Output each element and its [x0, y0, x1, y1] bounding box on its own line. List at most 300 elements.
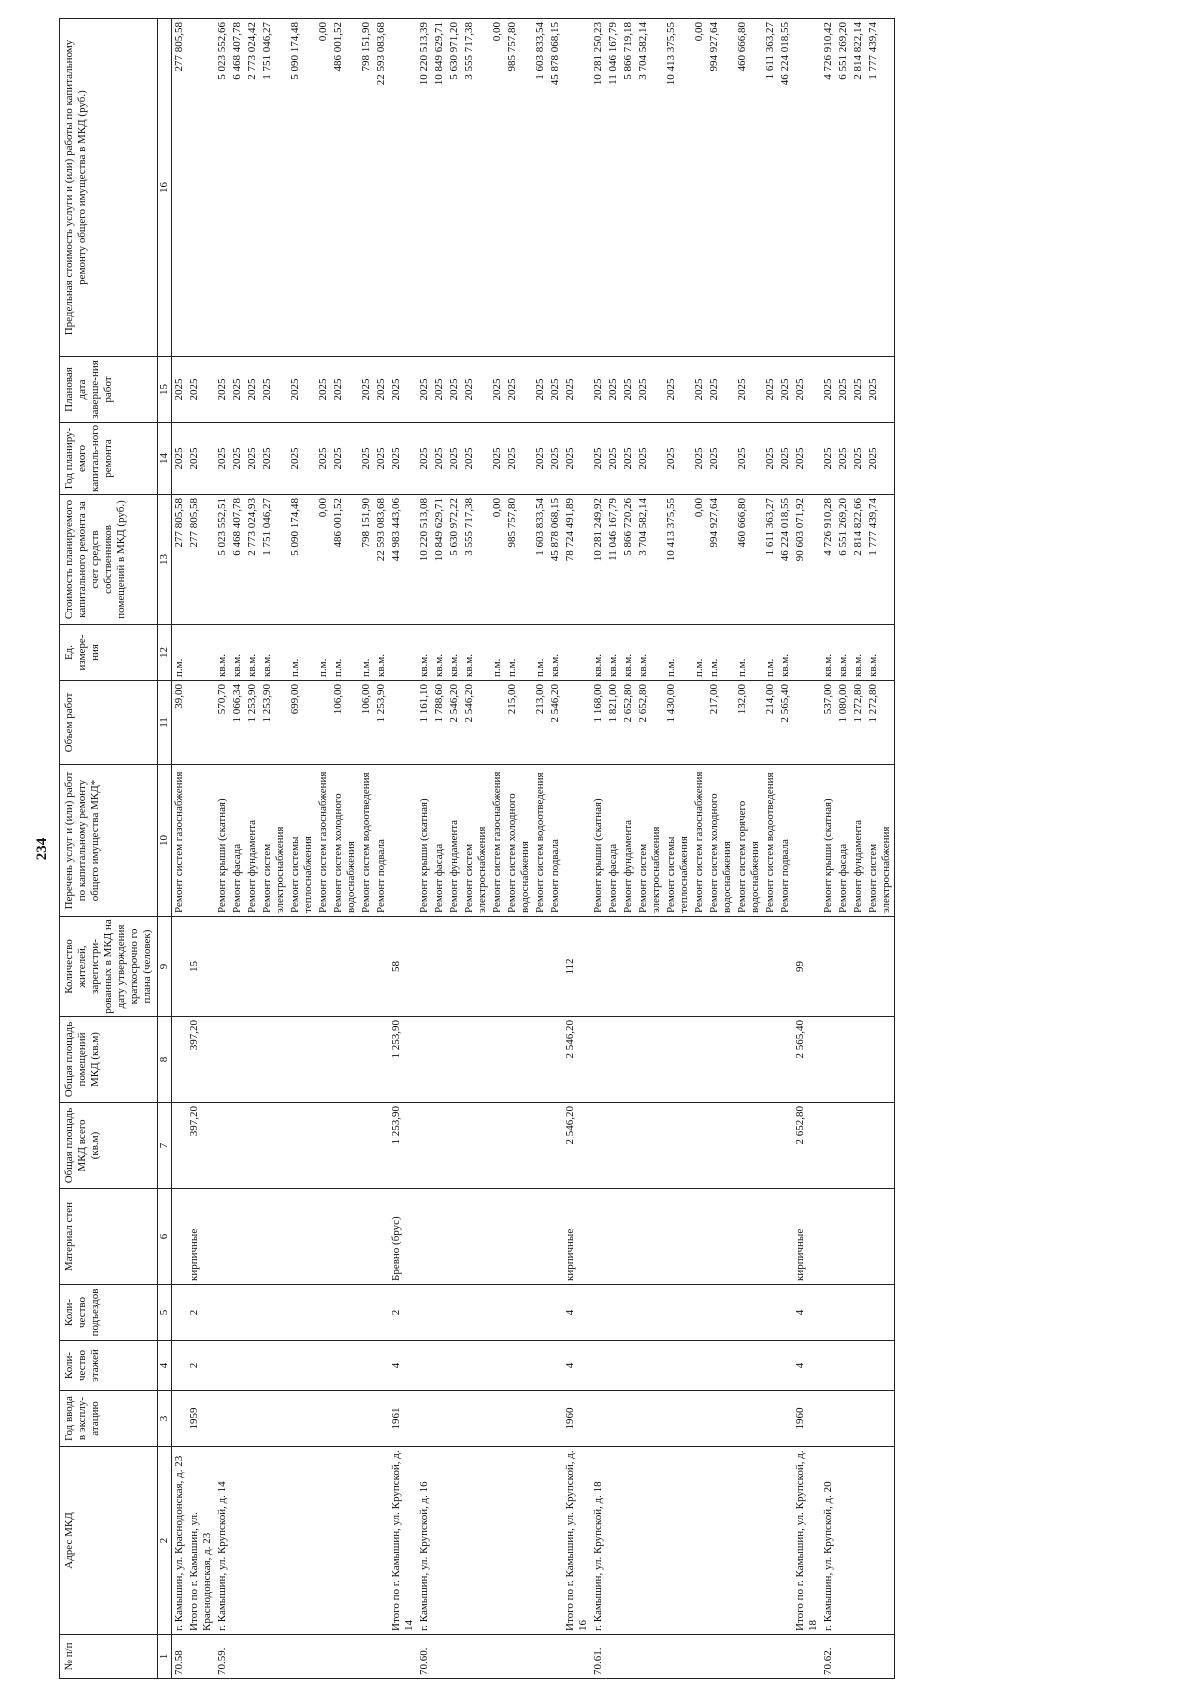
cell-col-1 [374, 1634, 389, 1678]
cell-col-5 [548, 1284, 563, 1340]
cell-col-12: кв.м. [821, 624, 836, 680]
cell-col-14: 2025 [664, 422, 692, 494]
cell-col-2 [533, 1446, 548, 1634]
cell-col-7 [447, 1102, 462, 1188]
cell-col-12: п.м. [331, 624, 359, 680]
table-row [260, 18, 288, 1678]
cell-col-5 [664, 1284, 692, 1340]
cell-col-6 [866, 1188, 895, 1284]
cell-col-10: Ремонт систем холодного водоснабжения [707, 764, 735, 916]
table-row [462, 18, 490, 1678]
cell-col-15: 2025 [836, 356, 851, 422]
cell-col-7 [316, 1102, 331, 1188]
cell-col-16 [187, 18, 215, 356]
column-header-3: Год ввода в эксплу-атацию [60, 1390, 158, 1446]
cell-col-7 [260, 1102, 288, 1188]
table-row [172, 18, 188, 1678]
table-total-row [389, 18, 417, 1678]
cell-col-16 [563, 18, 591, 356]
cell-col-8 [606, 1016, 621, 1102]
cell-col-4 [230, 1340, 245, 1390]
cell-col-4 [260, 1340, 288, 1390]
cell-col-7 [821, 1102, 836, 1188]
cell-col-10: Ремонт систем электроснабжения [866, 764, 895, 916]
cell-col-6: Бревно (брус) [389, 1188, 417, 1284]
cell-col-16: 45 878 068,15 [548, 18, 563, 356]
cell-col-14: 2025 [821, 422, 836, 494]
column-number-14: 14 [158, 422, 172, 494]
cell-col-3 [735, 1390, 763, 1446]
table-row [374, 18, 389, 1678]
cell-col-8 [533, 1016, 548, 1102]
cell-col-7 [621, 1102, 636, 1188]
cell-col-13: 78 724 491,89 [563, 494, 591, 624]
cell-col-4 [215, 1340, 230, 1390]
cell-col-13: 10 849 629,71 [432, 494, 447, 624]
cell-col-5 [331, 1284, 359, 1340]
cell-col-6 [707, 1188, 735, 1284]
cell-col-3 [606, 1390, 621, 1446]
cell-col-11: 215,00 [505, 680, 533, 764]
cell-col-16: 2 773 024,42 [245, 18, 260, 356]
cell-col-16: 1 603 833,54 [533, 18, 548, 356]
cell-col-7 [636, 1102, 664, 1188]
cell-col-2 [664, 1446, 692, 1634]
cell-col-6 [505, 1188, 533, 1284]
cell-col-9 [432, 916, 447, 1016]
cell-col-5 [316, 1284, 331, 1340]
cell-col-9 [374, 916, 389, 1016]
table-row [245, 18, 260, 1678]
cell-col-15: 2025 [288, 356, 316, 422]
cell-col-6: кирпичные [563, 1188, 591, 1284]
cell-col-13: 90 603 071,92 [793, 494, 821, 624]
cell-col-11: 132,00 [735, 680, 763, 764]
cell-col-9 [462, 916, 490, 1016]
column-number-6: 6 [158, 1188, 172, 1284]
cell-col-9: 58 [389, 916, 417, 1016]
cell-col-1 [187, 1634, 215, 1678]
cell-col-1 [230, 1634, 245, 1678]
document-page [25, 19, 1175, 1679]
cell-col-14: 2025 [621, 422, 636, 494]
cell-col-9 [490, 916, 505, 1016]
cell-col-12: кв.м. [417, 624, 432, 680]
cell-col-7 [763, 1102, 778, 1188]
cell-col-8 [417, 1016, 432, 1102]
cell-col-8 [821, 1016, 836, 1102]
cell-col-3 [462, 1390, 490, 1446]
column-header-9: Количество жителей, зарегистри-рованных в МКД на дату утверждения краткосрочно го плана (человек) [60, 916, 158, 1016]
table-row [359, 18, 374, 1678]
cell-col-3 [260, 1390, 288, 1446]
cell-col-15: 2025 [432, 356, 447, 422]
cell-col-8: 1 253,90 [389, 1016, 417, 1102]
cell-col-12 [187, 624, 215, 680]
cell-col-14: 2025 [533, 422, 548, 494]
column-header-5: Коли-чество подъездов [60, 1284, 158, 1340]
cell-col-15: 2025 [563, 356, 591, 422]
column-number-4: 4 [158, 1340, 172, 1390]
cell-col-15: 2025 [851, 356, 866, 422]
cell-col-2 [548, 1446, 563, 1634]
cell-col-8 [866, 1016, 895, 1102]
cell-col-12: кв.м. [245, 624, 260, 680]
cell-col-10 [389, 764, 417, 916]
table-row [548, 18, 563, 1678]
cell-col-9 [692, 916, 707, 1016]
cell-col-7 [866, 1102, 895, 1188]
cell-col-1 [533, 1634, 548, 1678]
cell-col-4 [866, 1340, 895, 1390]
cell-col-8 [245, 1016, 260, 1102]
cell-col-4 [245, 1340, 260, 1390]
cell-col-12: кв.м. [215, 624, 230, 680]
table-row [821, 18, 836, 1678]
cell-col-8 [735, 1016, 763, 1102]
cell-col-2 [606, 1446, 621, 1634]
cell-col-10: Ремонт систем газоснабжения [490, 764, 505, 916]
cell-col-6 [836, 1188, 851, 1284]
cell-col-16: 798 151,90 [359, 18, 374, 356]
cell-col-15: 2025 [621, 356, 636, 422]
cell-col-4 [288, 1340, 316, 1390]
cell-col-14: 2025 [215, 422, 230, 494]
cell-col-1 [563, 1634, 591, 1678]
cell-col-6 [316, 1188, 331, 1284]
cell-col-1 [735, 1634, 763, 1678]
cell-col-12: п.м. [288, 624, 316, 680]
cell-col-12: кв.м. [636, 624, 664, 680]
cell-col-10: Ремонт крыши (скатная) [591, 764, 606, 916]
cell-col-7: 2 546,20 [563, 1102, 591, 1188]
cell-col-7 [215, 1102, 230, 1188]
cell-col-10: Ремонт фасада [836, 764, 851, 916]
cell-col-1 [316, 1634, 331, 1678]
cell-col-10: Ремонт систем водоотведения [359, 764, 374, 916]
cell-col-8: 2 565,40 [793, 1016, 821, 1102]
cell-col-14: 2025 [763, 422, 778, 494]
cell-col-16: 5 630 971,20 [447, 18, 462, 356]
cell-col-1 [260, 1634, 288, 1678]
cell-col-3 [288, 1390, 316, 1446]
cell-col-11: 2 652,80 [621, 680, 636, 764]
cell-col-11: 1 253,90 [245, 680, 260, 764]
cell-col-6 [490, 1188, 505, 1284]
cell-col-15: 2025 [793, 356, 821, 422]
column-header-7: Общая площадь МКД всего (кв.м) [60, 1102, 158, 1188]
cell-col-2 [432, 1446, 447, 1634]
column-number-11: 11 [158, 680, 172, 764]
cell-col-15: 2025 [359, 356, 374, 422]
cell-col-11: 217,00 [707, 680, 735, 764]
cell-col-2 [288, 1446, 316, 1634]
cell-col-9 [245, 916, 260, 1016]
cell-col-13: 3 704 582,14 [636, 494, 664, 624]
cell-col-5 [692, 1284, 707, 1340]
table-row [591, 18, 606, 1678]
cell-col-5 [778, 1284, 793, 1340]
cell-col-11: 2 652,80 [636, 680, 664, 764]
cell-col-6: кирпичные [793, 1188, 821, 1284]
cell-col-11: 214,00 [763, 680, 778, 764]
cell-col-12: кв.м. [606, 624, 621, 680]
cell-col-1 [462, 1634, 490, 1678]
cell-col-13: 5 090 174,48 [288, 494, 316, 624]
cell-col-15: 2025 [260, 356, 288, 422]
column-number-3: 3 [158, 1390, 172, 1446]
column-number-10: 10 [158, 764, 172, 916]
cell-col-14: 2025 [245, 422, 260, 494]
cell-col-6 [288, 1188, 316, 1284]
column-header-12: Ед. измере-ния [60, 624, 158, 680]
cell-col-14: 2025 [260, 422, 288, 494]
cell-col-4: 4 [563, 1340, 591, 1390]
cell-col-3 [763, 1390, 778, 1446]
cell-col-14: 2025 [288, 422, 316, 494]
cell-col-8 [288, 1016, 316, 1102]
cell-col-15: 2025 [505, 356, 533, 422]
cell-col-6 [447, 1188, 462, 1284]
table-row [778, 18, 793, 1678]
cell-col-13: 44 983 443,06 [389, 494, 417, 624]
cell-col-2 [636, 1446, 664, 1634]
cell-col-5 [591, 1284, 606, 1340]
cell-col-15: 2025 [462, 356, 490, 422]
cell-col-8 [505, 1016, 533, 1102]
cell-col-4: 2 [187, 1340, 215, 1390]
cell-col-16: 11 046 167,79 [606, 18, 621, 356]
cell-col-14: 2025 [563, 422, 591, 494]
cell-col-11: 1 430,00 [664, 680, 692, 764]
cell-col-10: Ремонт фундамента [851, 764, 866, 916]
cell-col-9 [230, 916, 245, 1016]
cell-col-1: 70.60. [417, 1634, 432, 1678]
cell-col-7 [359, 1102, 374, 1188]
cell-col-7: 1 253,90 [389, 1102, 417, 1188]
cell-col-16: 6 468 407,78 [230, 18, 245, 356]
cell-col-12: п.м. [505, 624, 533, 680]
cell-col-15: 2025 [591, 356, 606, 422]
cell-col-1 [851, 1634, 866, 1678]
cell-col-10: Ремонт фундамента [447, 764, 462, 916]
cell-col-11 [563, 680, 591, 764]
cell-col-14: 2025 [187, 422, 215, 494]
cell-col-13: 10 413 375,55 [664, 494, 692, 624]
column-number-1: 1 [158, 1634, 172, 1678]
table-row [505, 18, 533, 1678]
cell-col-5 [230, 1284, 245, 1340]
column-number-15: 15 [158, 356, 172, 422]
cell-col-5 [245, 1284, 260, 1340]
repair-plan-table [59, 18, 895, 1679]
cell-col-7 [851, 1102, 866, 1188]
cell-col-9 [505, 916, 533, 1016]
cell-col-2 [735, 1446, 763, 1634]
cell-col-3: 1960 [793, 1390, 821, 1446]
cell-col-11: 1 066,34 [230, 680, 245, 764]
cell-col-12: кв.м. [851, 624, 866, 680]
cell-col-10: Ремонт крыши (скатная) [417, 764, 432, 916]
cell-col-3 [316, 1390, 331, 1446]
cell-col-8 [851, 1016, 866, 1102]
cell-col-9 [851, 916, 866, 1016]
cell-col-12: кв.м. [836, 624, 851, 680]
column-header-16: Предельная стоимость услуги и (или) работы по капитальному ремонту общего имущества в МКД (руб.) [60, 18, 158, 356]
cell-col-11: 1 080,00 [836, 680, 851, 764]
cell-col-2: Итого по г. Камышин, ул. Крупской, д. 18 [793, 1446, 821, 1634]
cell-col-11: 106,00 [331, 680, 359, 764]
table-row [636, 18, 664, 1678]
cell-col-15: 2025 [533, 356, 548, 422]
cell-col-7 [606, 1102, 621, 1188]
cell-col-15: 2025 [316, 356, 331, 422]
cell-col-13: 10 220 513,08 [417, 494, 432, 624]
cell-col-9 [331, 916, 359, 1016]
column-header-6: Материал стен [60, 1188, 158, 1284]
cell-col-11 [793, 680, 821, 764]
cell-col-1 [447, 1634, 462, 1678]
cell-col-9 [621, 916, 636, 1016]
table-row [288, 18, 316, 1678]
cell-col-1 [389, 1634, 417, 1678]
cell-col-3 [359, 1390, 374, 1446]
cell-col-8: 397,20 [187, 1016, 215, 1102]
cell-col-15: 2025 [707, 356, 735, 422]
cell-col-4 [707, 1340, 735, 1390]
cell-col-11 [490, 680, 505, 764]
cell-col-3 [866, 1390, 895, 1446]
cell-col-5: 2 [187, 1284, 215, 1340]
cell-col-14: 2025 [836, 422, 851, 494]
cell-col-1 [621, 1634, 636, 1678]
cell-col-13: 3 555 717,38 [462, 494, 490, 624]
cell-col-7 [533, 1102, 548, 1188]
cell-col-7 [505, 1102, 533, 1188]
cell-col-3 [490, 1390, 505, 1446]
cell-col-14: 2025 [374, 422, 389, 494]
cell-col-13: 5 866 720,26 [621, 494, 636, 624]
cell-col-1 [490, 1634, 505, 1678]
cell-col-7 [417, 1102, 432, 1188]
cell-col-4 [490, 1340, 505, 1390]
cell-col-6 [763, 1188, 778, 1284]
cell-col-14: 2025 [735, 422, 763, 494]
cell-col-16: 10 281 250,23 [591, 18, 606, 356]
cell-col-1: 70.61. [591, 1634, 606, 1678]
cell-col-16 [389, 18, 417, 356]
cell-col-12: п.м. [763, 624, 778, 680]
column-number-13: 13 [158, 494, 172, 624]
cell-col-14: 2025 [447, 422, 462, 494]
cell-col-11 [692, 680, 707, 764]
cell-col-12: кв.м. [866, 624, 895, 680]
cell-col-9: 112 [563, 916, 591, 1016]
cell-col-7: 397,20 [187, 1102, 215, 1188]
cell-col-6 [692, 1188, 707, 1284]
cell-col-9 [447, 916, 462, 1016]
cell-col-9: 99 [793, 916, 821, 1016]
cell-col-11: 570,70 [215, 680, 230, 764]
cell-col-14: 2025 [316, 422, 331, 494]
cell-col-10: Ремонт систем холодного водоснабжения [331, 764, 359, 916]
cell-col-13: 277 805,58 [187, 494, 215, 624]
cell-col-15: 2025 [735, 356, 763, 422]
cell-col-3 [821, 1390, 836, 1446]
cell-col-15: 2025 [778, 356, 793, 422]
cell-col-8 [763, 1016, 778, 1102]
column-header-8: Общая площадь помещений МКД (кв.м) [60, 1016, 158, 1102]
table-row [331, 18, 359, 1678]
cell-col-9 [707, 916, 735, 1016]
cell-col-13: 0,00 [490, 494, 505, 624]
cell-col-1 [763, 1634, 778, 1678]
cell-col-3 [331, 1390, 359, 1446]
cell-col-14: 2025 [389, 422, 417, 494]
cell-col-5 [606, 1284, 621, 1340]
cell-col-16: 10 849 629,71 [432, 18, 447, 356]
cell-col-3 [778, 1390, 793, 1446]
cell-col-10: Ремонт крыши (скатная) [821, 764, 836, 916]
page-number: 234 [34, 837, 50, 860]
cell-col-16: 5 023 552,66 [215, 18, 230, 356]
cell-col-1 [245, 1634, 260, 1678]
cell-col-16: 3 704 582,14 [636, 18, 664, 356]
column-number-9: 9 [158, 916, 172, 1016]
cell-col-8 [692, 1016, 707, 1102]
cell-col-10: Ремонт фундамента [621, 764, 636, 916]
cell-col-15: 2025 [230, 356, 245, 422]
cell-col-7 [692, 1102, 707, 1188]
cell-col-13: 10 281 249,92 [591, 494, 606, 624]
cell-col-2 [374, 1446, 389, 1634]
cell-col-8 [230, 1016, 245, 1102]
cell-col-13: 6 468 407,78 [230, 494, 245, 624]
cell-col-16 [793, 18, 821, 356]
column-number-16: 16 [158, 18, 172, 356]
cell-col-4 [331, 1340, 359, 1390]
cell-col-13: 1 751 046,27 [260, 494, 288, 624]
cell-col-10: Ремонт систем электроснабжения [636, 764, 664, 916]
cell-col-1 [432, 1634, 447, 1678]
cell-col-14: 2025 [417, 422, 432, 494]
cell-col-3 [417, 1390, 432, 1446]
cell-col-11: 2 546,20 [447, 680, 462, 764]
cell-col-6 [735, 1188, 763, 1284]
cell-col-1: 70.58 [172, 1634, 188, 1678]
cell-col-13: 5 023 552,51 [215, 494, 230, 624]
cell-col-3 [851, 1390, 866, 1446]
cell-col-5 [763, 1284, 778, 1340]
cell-col-16: 277 805,58 [172, 18, 188, 356]
cell-col-3 [548, 1390, 563, 1446]
cell-col-12 [793, 624, 821, 680]
cell-col-7 [735, 1102, 763, 1188]
cell-col-16: 1 611 363,27 [763, 18, 778, 356]
cell-col-11: 2 565,40 [778, 680, 793, 764]
cell-col-3 [374, 1390, 389, 1446]
cell-col-1: 70.59. [215, 1634, 230, 1678]
cell-col-2 [359, 1446, 374, 1634]
cell-col-8 [778, 1016, 793, 1102]
cell-col-7 [707, 1102, 735, 1188]
column-header-1: № п/п [60, 1634, 158, 1678]
cell-col-7 [331, 1102, 359, 1188]
cell-col-8 [447, 1016, 462, 1102]
cell-col-9 [778, 916, 793, 1016]
cell-col-10: Ремонт подвала [548, 764, 563, 916]
cell-col-12: п.м. [707, 624, 735, 680]
